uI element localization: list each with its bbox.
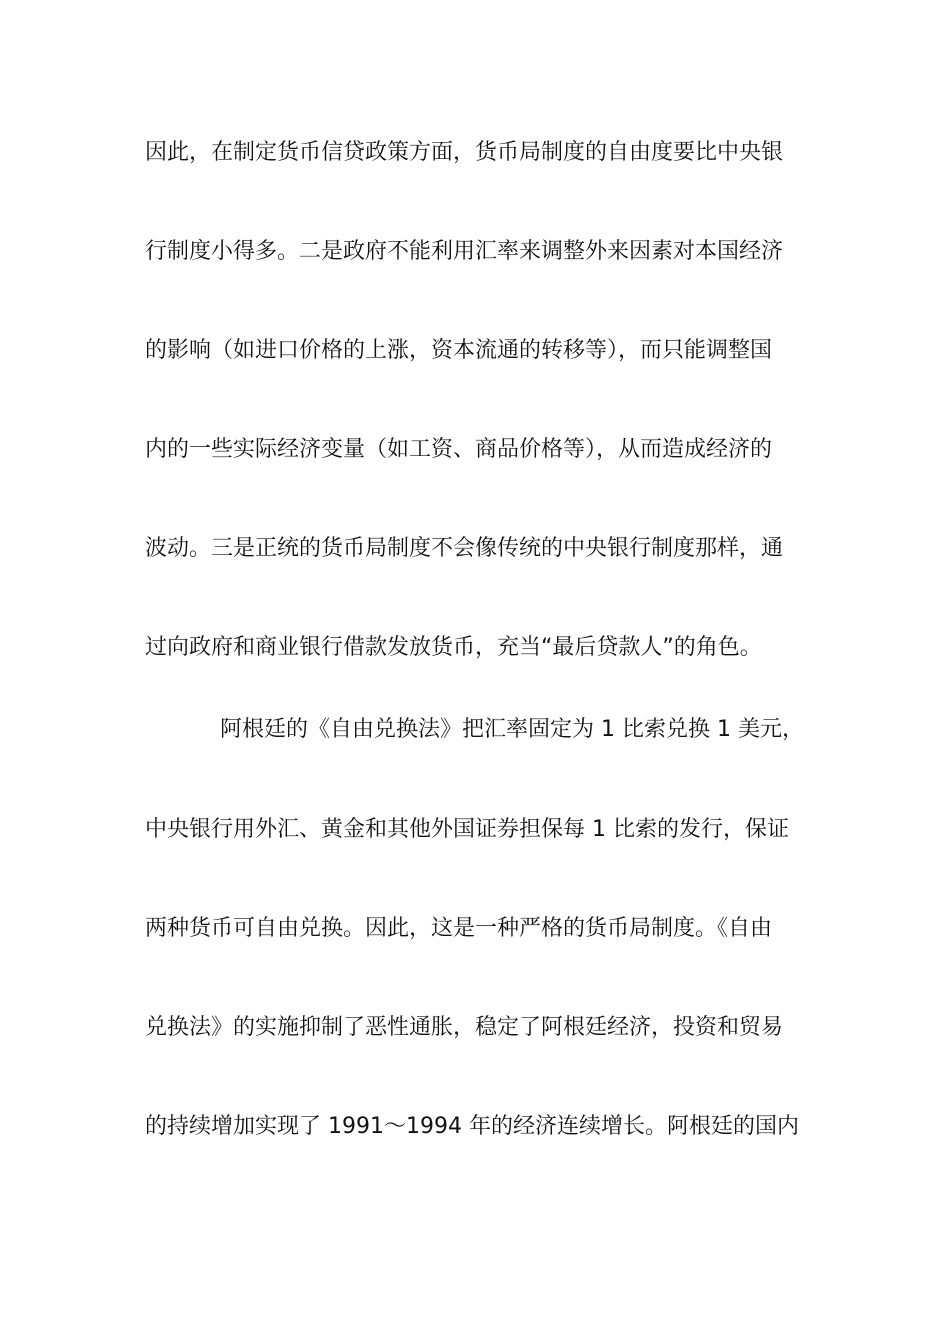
text-line-3: 的影响（如进口价格的上涨，资本流通的转移等），而只能调整国 xyxy=(145,338,773,363)
text-line-8: 中央银行用外汇、黄金和其他外国证券担保每 1 比索的发行，保证 xyxy=(145,817,789,842)
text-line-2: 行制度小得多。二是政府不能利用汇率来调整外来因素对本国经济 xyxy=(145,239,784,264)
text-line-4: 内的一些实际经济变量（如工资、商品价格等），从而造成经济的 xyxy=(145,437,773,462)
text-line-6: 过向政府和商业银行借款发放货币，充当“最后贷款人”的角色。 xyxy=(145,635,762,660)
text-line-10: 兑换法》的实施抑制了恶性通胀，稳定了阿根廷经济，投资和贸易 xyxy=(145,1015,784,1040)
text-line-1: 因此，在制定货币信贷政策方面，货币局制度的自由度要比中央银 xyxy=(145,140,784,165)
text-line-11: 的持续增加实现了 1991～1994 年的经济连续增长。阿根廷的国内 xyxy=(145,1114,799,1139)
paragraph-start-line: 阿根廷的《自由兑换法》把汇率固定为 1 比索兑换 1 美元， xyxy=(220,717,804,742)
text-line-9: 两种货币可自由兑换。因此，这是一种严格的货币局制度。《自由 xyxy=(145,916,773,941)
text-line-5: 波动。三是正统的货币局制度不会像传统的中央银行制度那样，通 xyxy=(145,536,784,561)
